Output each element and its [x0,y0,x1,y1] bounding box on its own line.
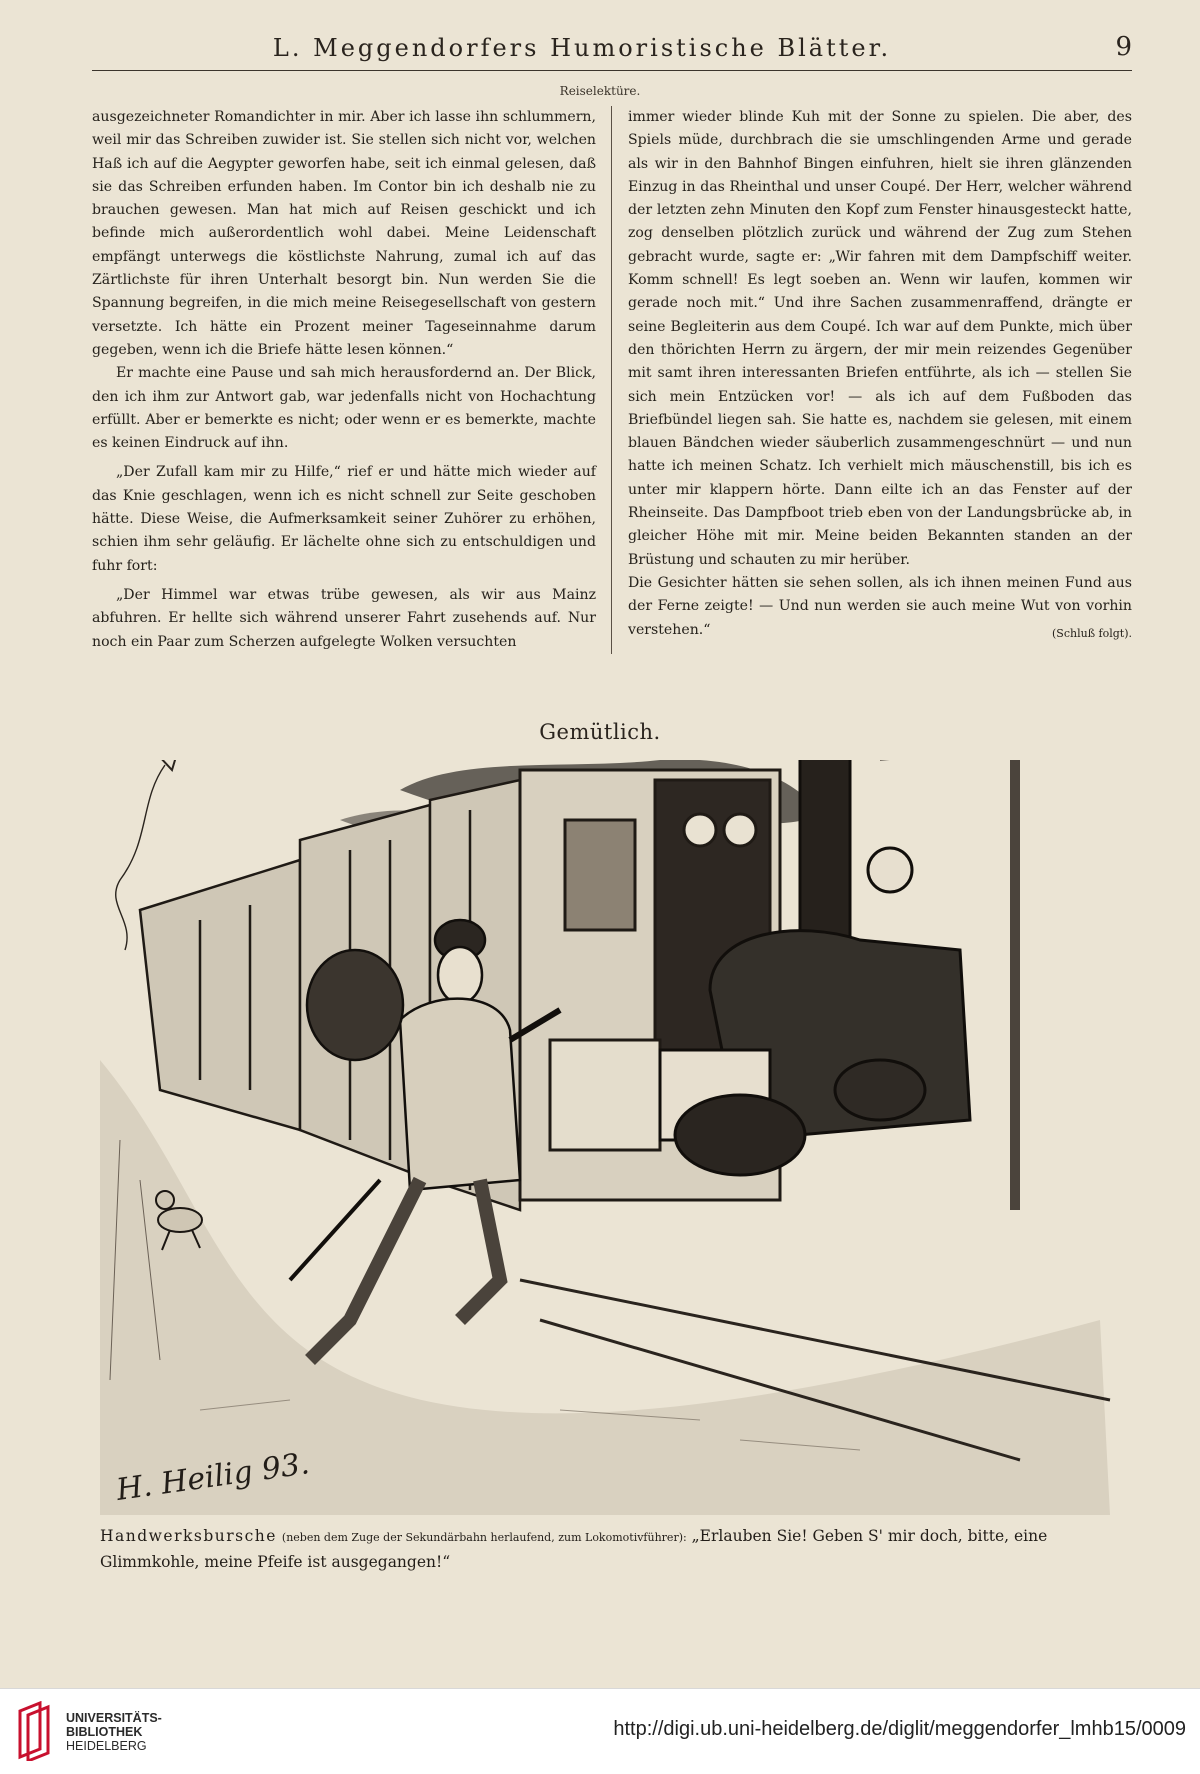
right-column [628,106,1132,645]
caption-stage-direction: (neben dem Zuge der Sekundärbahn herlaufend, zum Lokomotivführer): [281,1531,687,1544]
caption-text: „Erlauben Sie! Geben S' mir doch, bitte, eine Glimmkohle, meine Pfeife ist ausgegangen!“ [100,1527,1048,1571]
library-logo-icon [16,1701,56,1761]
permalink-url[interactable]: http://digi.ub.uni-heidelberg.de/diglit/meggendorfer_lmhb15/0009 [613,1718,1186,1740]
paragraph: ausgezeichneter Romandichter in mir. Aber ich lasse ihn schlummern, weil mir das Schreiben zuwider ist. Sie stellen sich nicht vor, welchen Haß ich auf die Aegypter geworfen habe, seit ich einmal gelesen, daß sie das Schreiben erfunden haben. Im Contor bin ich deshalb nie zu brauchen gewesen. Man hat mich auf Reisen geschickt und ich befinde mich außerordentlich wohl dabei. Meine Leidenschaft empfängt unterwegs die köstlichste Nahrung, zumal ich auf das Zärtlichste für ihren Unterhalt besorgt bin. Nun werden Sie die Spannung begreifen, in die mich meine Reisegesellschaft von gestern versetzte. Ich hätte ein Prozent meiner Tageseinnahme darum gegeben, wenn ich die Briefe hätte lesen können.“ [92,109,596,358]
magazine-title: L. Meggendorfers Humoristische Blätter. [272,34,892,62]
paragraph-text: Die Gesichter hätten sie sehen sollen, als ich ihnen meinen Fund aus der Ferne zeigte! — Und nun werden sie auch meine Wut von vorhin verstehen.“ [628,574,1132,638]
illustration-caption [100,1524,1130,1574]
text-columns [92,106,1132,666]
page-number: 9 [1115,32,1132,62]
library-name: UNIVERSITÄTS- BIBLIOTHEK HEIDELBERG [66,1711,162,1753]
section-label: Reiselektüre. [559,84,641,98]
illustration-title: Gemütlich. [539,720,661,744]
paragraph: Er machte eine Pause und sah mich herausfordernd an. Der Blick, den ich ihm zur Antwort gab, war jedenfalls nicht von Hochachtung erfüllt. Aber er bemerkte es nicht; oder wenn er es bemerkte, machte es keinen Eindruck auf ihn. [92,365,596,452]
left-column [92,106,596,654]
paragraph: immer wieder blinde Kuh mit der Sonne zu spielen. Die aber, des Spiels müde, durchbrach die sie umschlingenden Arme und gerade als wir in den Bahnhof Bingen einfuhren, hielt sie ihren glänzenden Einzug in das Rheinthal und unser Coupé. Der Herr, welcher während der letzten zehn Minuten den Kopf zum Fenster hinausgesteckt hatte, zog denselben plötzlich zurück und während der Zug zum Stehen gebracht wurde, sagte er: „Wir fahren mit dem Dampfschiff weiter. Komm schnell! Es legt soeben an. Wenn wir laufen, kommen wir gerade noch mit.“ Und ihre Sachen zusammenraffend, drängte er seine Begleiterin aus dem Coupé. Ich war auf dem Punkte, mich über den thörichten Herrn zu ärgern, der mir mein reizendes Gegenüber mit samt ihren interessanten Briefen entführte, als ich — stellen Sie sich mein Entzücken vor! — als ich auf dem Fußboden das Briefbündel liegen sah. Sie hatte es, nachdem sie gelesen, mit einem blauen Bändchen wieder säuberlich zusammengeschnürt — und nun hatte ich meinen Schatz. Ich verhielt mich mäuschenstill, bis ich es unter mir klappern hörte. Dann eilte ich an das Fenster auf der Rheinseite. Das Dampfboot trieb eben von der Landungsbrücke ab, in gleicher Höhe mit mir. Meine beiden Bekannten standen an der Brüstung und schauten zu mir herüber. [628,109,1132,568]
paragraph: „Der Zufall kam mir zu Hilfe,“ rief er und hätte mich wieder auf das Knie geschlagen, wenn ich es nicht schnell zur Seite geschoben hätte. Diese Weise, die Aufmerksamkeit seiner Zuhörer zu erhöhen, schien ihm sehr geläufig. Er lächelte ohne sich zu entschuldigen und fuhr fort: [92,464,596,574]
paragraph: „Der Himmel war etwas trübe gewesen, als wir aus Mainz abfuhren. Er hellte sich während unserer Fahrt zusehends auf. Nur noch ein Paar zum Scherzen aufgelegte Wolken versuchten [92,586,596,650]
footer-bar [0,1688,1200,1774]
train-illustration [100,760,1120,1515]
telegraph-pole [1010,760,1020,1210]
page-header [92,30,1132,71]
continued-note: (Schluß folgt). [1052,626,1132,640]
caption-speaker: Handwerksbursche [100,1527,277,1545]
paragraph [628,572,1132,642]
artist-signature: H. Heilig 93. [114,1446,312,1508]
column-divider [611,106,612,654]
kite [158,760,178,770]
